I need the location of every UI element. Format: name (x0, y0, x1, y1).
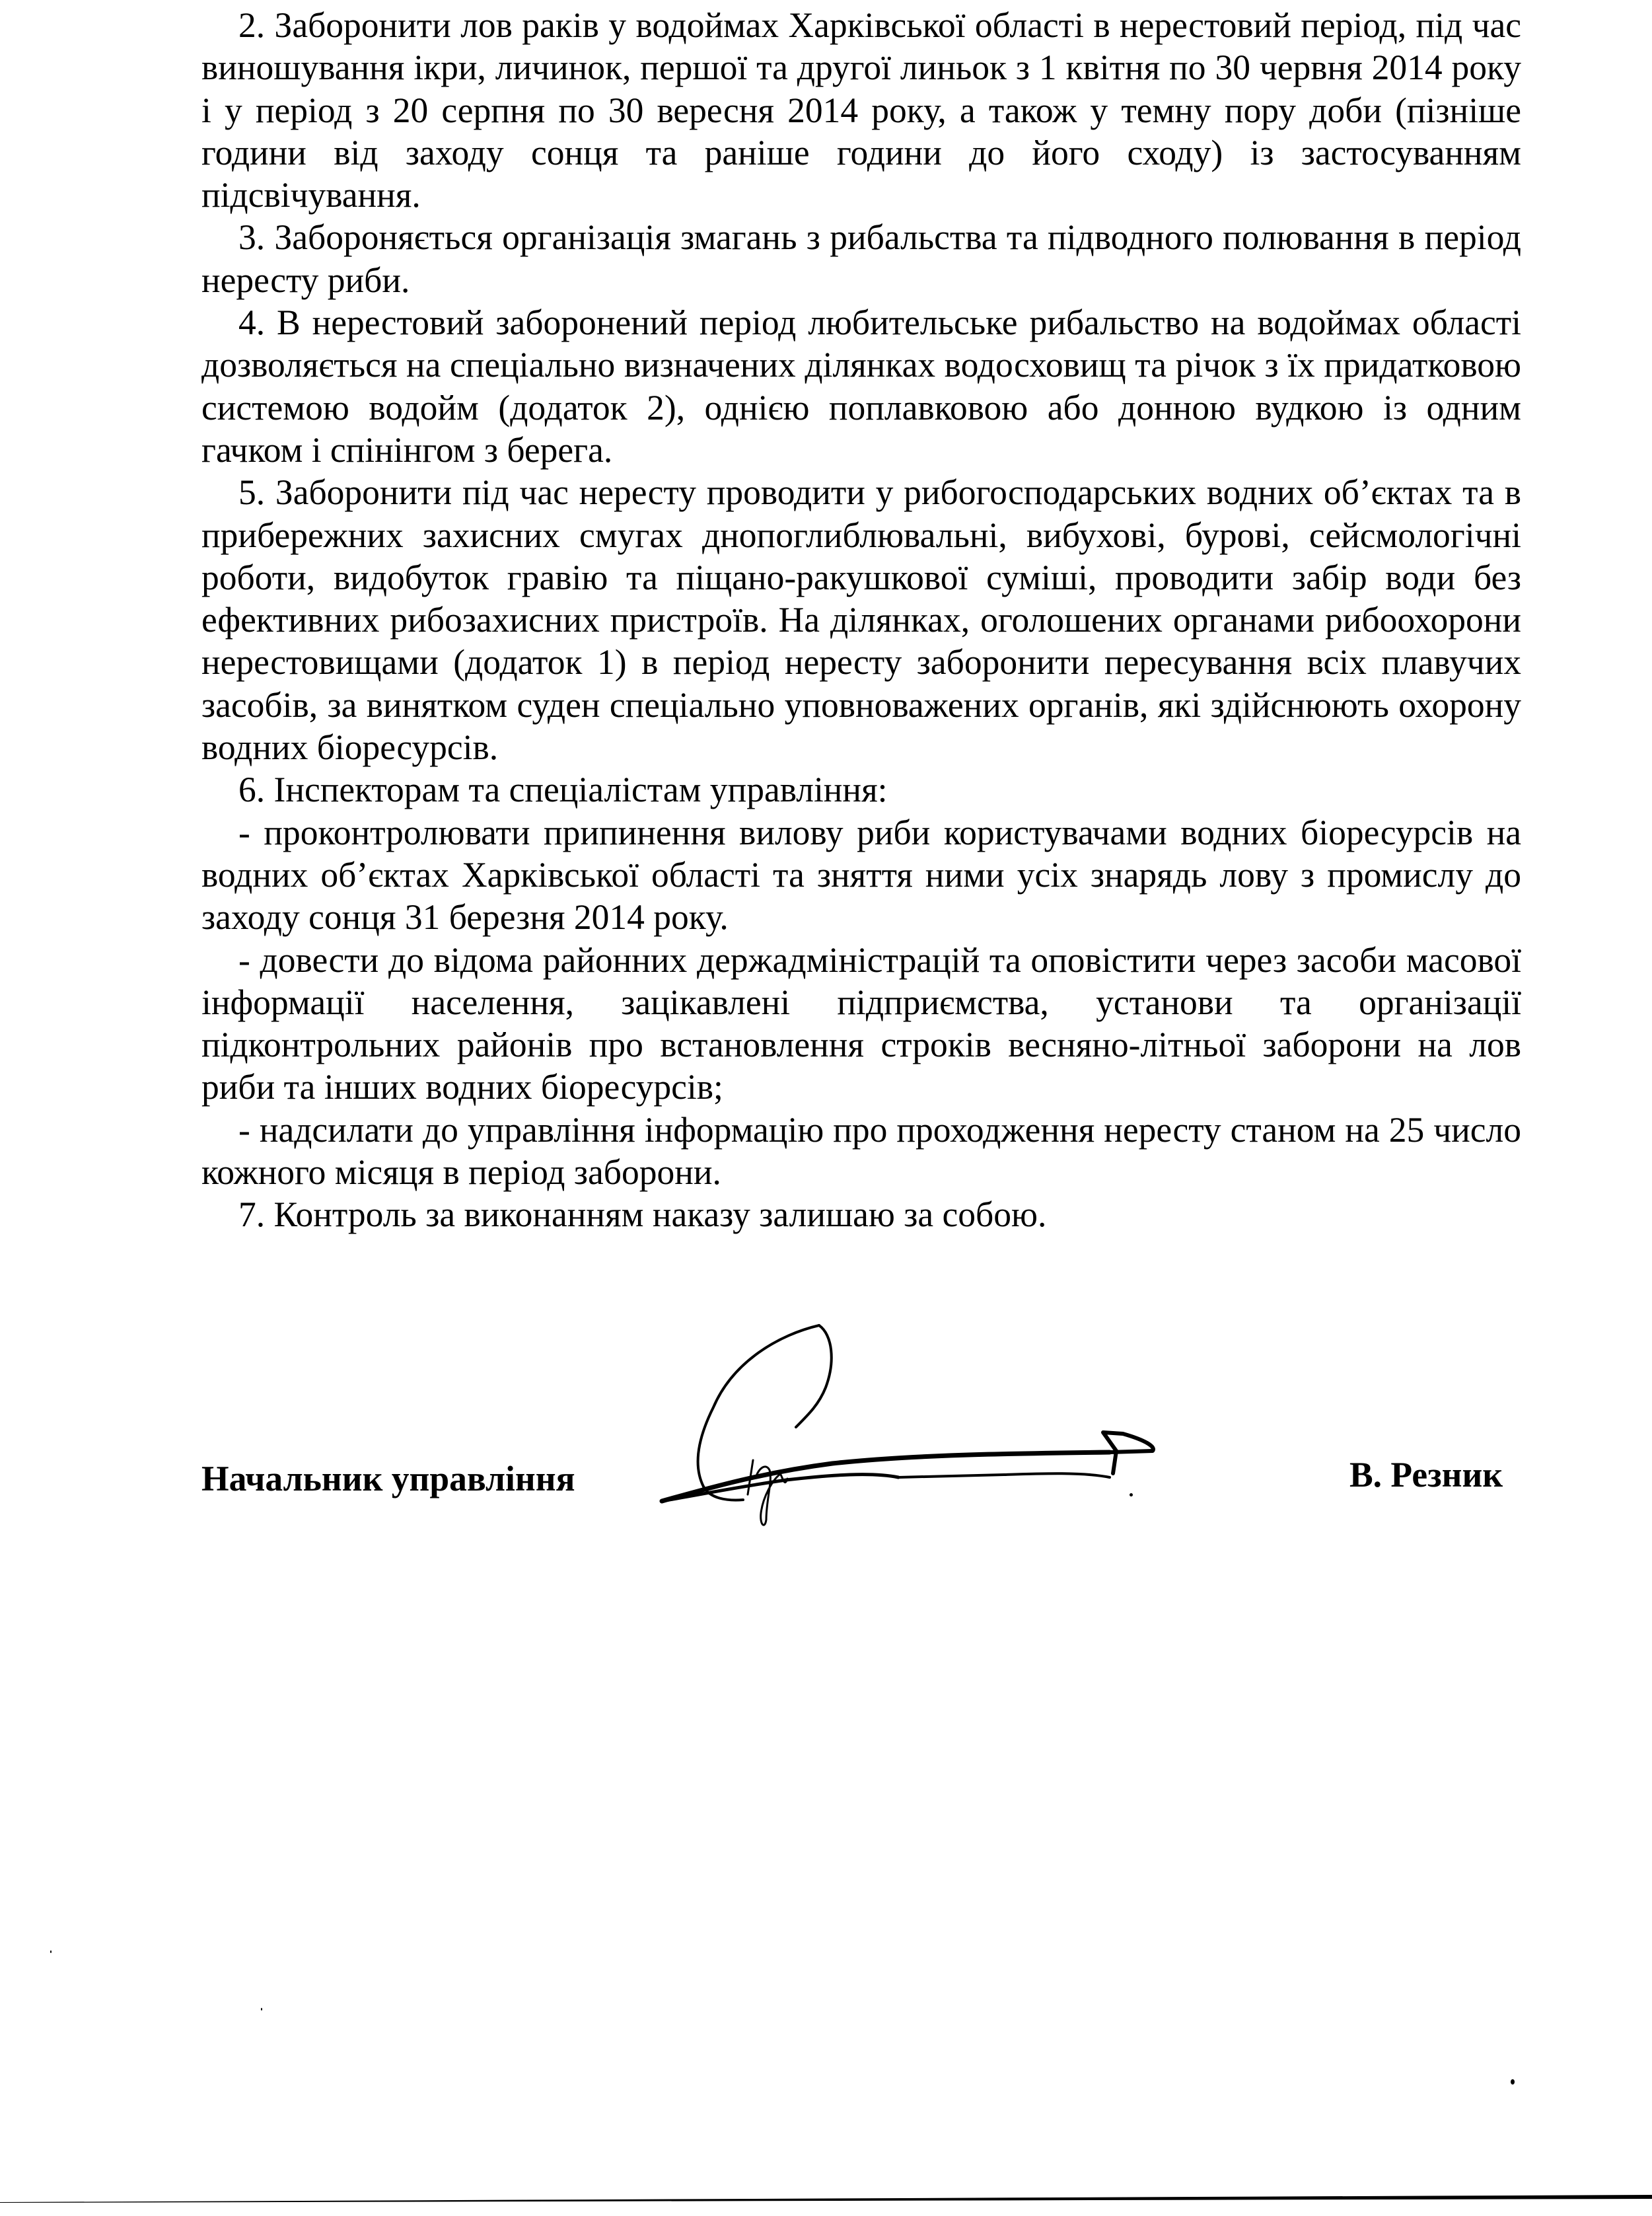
signatory-name: В. Резник (1349, 1455, 1503, 1495)
handwritten-signature-icon (634, 1321, 1229, 1539)
document-body (201, 4, 1521, 1236)
paragraph-item-6-bullet-3: - надсилати до управління інформацію про проходження нересту станом на 25 число кожного місяця в період заборони. (201, 1109, 1521, 1193)
scan-speck (261, 2008, 262, 2011)
paragraph-item-6-bullet-2: - довести до відома районних держадміністрацій та оповістити через засоби масової інформації населення, зацікавлені підприємства, установи та організації підконтрольних районів про встановлення строків весняно-літньої заборони на лов риби та інших водних біоресурсів; (201, 940, 1521, 1107)
paragraph-item-5: 5. Заборонити під час нересту проводити у рибогосподарських водних об’єктах та в прибережних захисних смугах днопоглиблювальні, вибухові, бурові, сейсмологічні роботи, видобуток гравію та піщано-ракушкової суміші, проводити забір води без ефективних рибозахисних пристроїв. На ділянках, оголошених органами рибоохорони нерестовищами (додаток 1) в період нересту заборонити пересування всіх плавучих засобів, за винятком суден спеціально уповноважених органів, які здійснюють охорону водних біоресурсів. (201, 472, 1521, 768)
paragraph-item-4: 4. В нерестовий заборонений період любительське рибальство на водоймах області дозволяється на спеціально визначених ділянках водосховищ та річок з їх придатковою системою водойм (додаток 2), однією поплавковою або донною вудкою із одним гачком і спінінгом з берега. (201, 303, 1521, 470)
scan-speck (50, 1950, 52, 1953)
paragraph-item-6: 6. Інспекторам та спеціалістам управління: (238, 770, 888, 810)
paragraph-item-3: 3. Забороняється організація змагань з рибальства та підводного полювання в період нересту риби. (201, 217, 1521, 300)
paragraph-item-7: 7. Контроль за виконанням наказу залишаю за собою. (238, 1195, 1047, 1235)
scan-speck (1130, 1493, 1133, 1496)
signatory-title: Начальник управління (201, 1459, 575, 1498)
paragraph-item-2: 2. Заборонити лов раків у водоймах Харківської області в нерестовий період, під час виношування ікри, личинок, першої та другої линьок з 1 квітня по 30 червня 2014 року і у період з 20 серпня по 30 вересня 2014 року, а також у темну пору доби (пізніше години від заходу сонця та раніше години до його сходу) із застосуванням підсвічування. (201, 5, 1521, 215)
paragraph-item-6-bullet-1: - проконтролювати припинення вилову риби користувачами водних біоресурсів на водних об’єктах Харківської області та зняття ними усіх знарядь лову з промислу до заходу сонця 31 березня 2014 року. (201, 812, 1521, 938)
page-bottom-border (0, 2195, 1652, 2203)
scan-speck (1511, 2079, 1515, 2085)
